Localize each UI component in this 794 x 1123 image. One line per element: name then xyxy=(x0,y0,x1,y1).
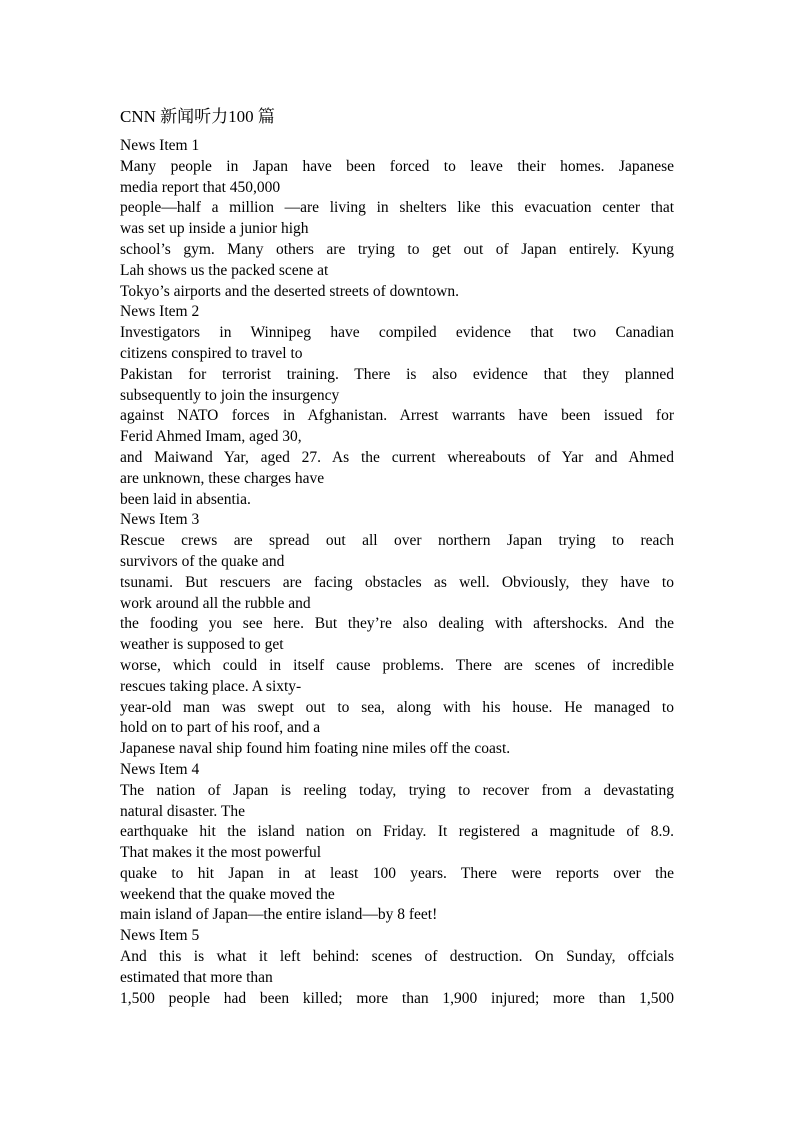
text-line: Ferid Ahmed Imam, aged 30, xyxy=(120,428,302,446)
text-line: citizens conspired to travel to xyxy=(120,344,303,362)
document-title: CNN 新闻听力100 篇 xyxy=(120,107,275,126)
text-line: Rescue crews are spread out all over northern Japan trying to reach xyxy=(120,532,674,550)
section-heading: News Item 1 xyxy=(120,137,200,154)
text-line: people—half a million —are living in shelters like this evacuation center that xyxy=(120,199,674,217)
text-line: The nation of Japan is reeling today, trying to recover from a devastating xyxy=(120,781,674,799)
text-line: rescues taking place. A sixty- xyxy=(120,677,302,695)
text-line: natural disaster. The xyxy=(120,802,245,820)
text-line: estimated that more than xyxy=(120,968,273,986)
section-heading: News Item 5 xyxy=(120,927,200,945)
text-line: And this is what it left behind: scenes of destruction. On Sunday, offcials xyxy=(120,948,674,966)
text-line: was set up inside a junior high xyxy=(120,220,309,238)
text-line: been laid in absentia. xyxy=(120,490,251,508)
text-line: Investigators in Winnipeg have compiled evidence that two Canadian xyxy=(120,324,674,342)
text-line: worse, which could in itself cause problems. There are scenes of incredible xyxy=(120,656,674,674)
text-line: subsequently to join the insurgency xyxy=(120,386,340,404)
text-line: weekend that the quake moved the xyxy=(120,885,335,903)
text-line: and Maiwand Yar, aged 27. As the current whereabouts of Yar and Ahmed xyxy=(120,448,674,466)
text-line: are unknown, these charges have xyxy=(120,469,325,487)
text-line: quake to hit Japan in at least 100 years. There were reports over the xyxy=(120,864,674,882)
text-line: hold on to part of his roof, and a xyxy=(120,719,321,737)
section-heading: News Item 4 xyxy=(120,760,200,778)
text-line: year-old man was swept out to sea, along with his house. He managed to xyxy=(120,698,674,716)
text-line: 1,500 people had been killed; more than 1,900 injured; more than 1,500 xyxy=(120,989,674,1007)
document-body xyxy=(120,136,674,1009)
text-line: Many people in Japan have been forced to leave their homes. Japanese xyxy=(120,157,674,175)
section-heading: News Item 2 xyxy=(120,303,200,321)
text-line: the fooding you see here. But they’re also dealing with aftershocks. And the xyxy=(120,615,674,633)
text-line: work around all the rubble and xyxy=(120,594,311,612)
section-heading: News Item 3 xyxy=(120,511,200,529)
text-line: survivors of the quake and xyxy=(120,552,285,570)
document-page xyxy=(120,106,674,1009)
text-line: weather is supposed to get xyxy=(120,636,284,654)
text-line: tsunami. But rescuers are facing obstacles as well. Obviously, they have to xyxy=(120,573,674,591)
text-line: Pakistan for terrorist training. There is also evidence that they planned xyxy=(120,365,674,383)
text-line: main island of Japan—the entire island—by 8 feet! xyxy=(120,906,438,924)
text-line: Lah shows us the packed scene at xyxy=(120,261,329,279)
text-line: earthquake hit the island nation on Friday. It registered a magnitude of 8.9. xyxy=(120,823,674,841)
text-line: media report that 450,000 xyxy=(120,178,281,196)
text-line: school’s gym. Many others are trying to get out of Japan entirely. Kyung xyxy=(120,240,674,258)
text-line: That makes it the most powerful xyxy=(120,844,322,862)
text-line: Japanese naval ship found him foating nine miles off the coast. xyxy=(120,740,511,758)
text-line: against NATO forces in Afghanistan. Arrest warrants have been issued for xyxy=(120,407,674,425)
text-line: Tokyo’s airports and the deserted streets of downtown. xyxy=(120,282,459,300)
